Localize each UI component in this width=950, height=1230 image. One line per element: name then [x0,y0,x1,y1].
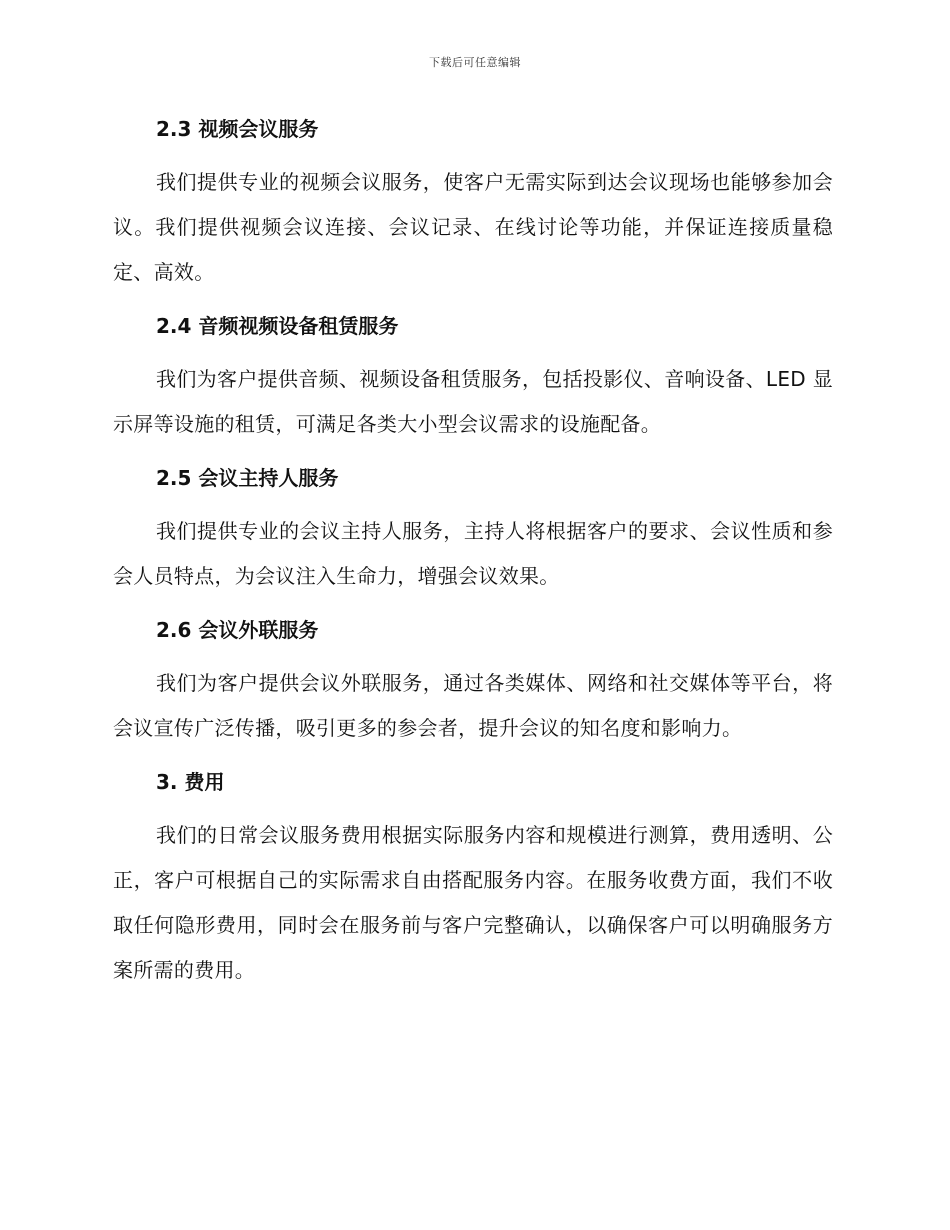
section-heading: 2.4 音频视频设备租赁服务 [156,314,399,338]
section-paragraph: 我们提供专业的会议主持人服务，主持人将根据客户的要求、会议性质和参会人员特点，为会议注入生命力，增强会议效果。 [113,519,833,588]
section-heading: 3. 费用 [156,770,225,794]
section-2-4 [113,307,833,459]
section-2-3 [113,110,833,307]
section-paragraph: 我们的日常会议服务费用根据实际服务内容和规模进行测算，费用透明、公正，客户可根据自己的实际需求自由搭配服务内容。在服务收费方面，我们不收取任何隐形费用，同时会在服务前与客户完整确认，以确保客户可以明确服务方案所需的费用。 [113,823,833,982]
section-3 [113,763,833,993]
section-heading: 2.5 会议主持人服务 [156,466,339,490]
document-body [113,110,833,993]
section-heading: 2.6 会议外联服务 [156,618,319,642]
section-2-6 [113,611,833,763]
section-paragraph: 我们为客户提供会议外联服务，通过各类媒体、网络和社交媒体等平台，将会议宣传广泛传播，吸引更多的参会者，提升会议的知名度和影响力。 [113,671,833,740]
section-paragraph: 我们提供专业的视频会议服务，使客户无需实际到达会议现场也能够参加会议。我们提供视频会议连接、会议记录、在线讨论等功能，并保证连接质量稳定、高效。 [113,170,833,284]
header-note: 下载后可任意编辑 [429,56,521,69]
section-heading: 2.3 视频会议服务 [156,117,319,141]
section-paragraph: 我们为客户提供音频、视频设备租赁服务，包括投影仪、音响设备、LED 显示屏等设施的租赁，可满足各类大小型会议需求的设施配备。 [113,367,833,436]
section-2-5 [113,459,833,611]
